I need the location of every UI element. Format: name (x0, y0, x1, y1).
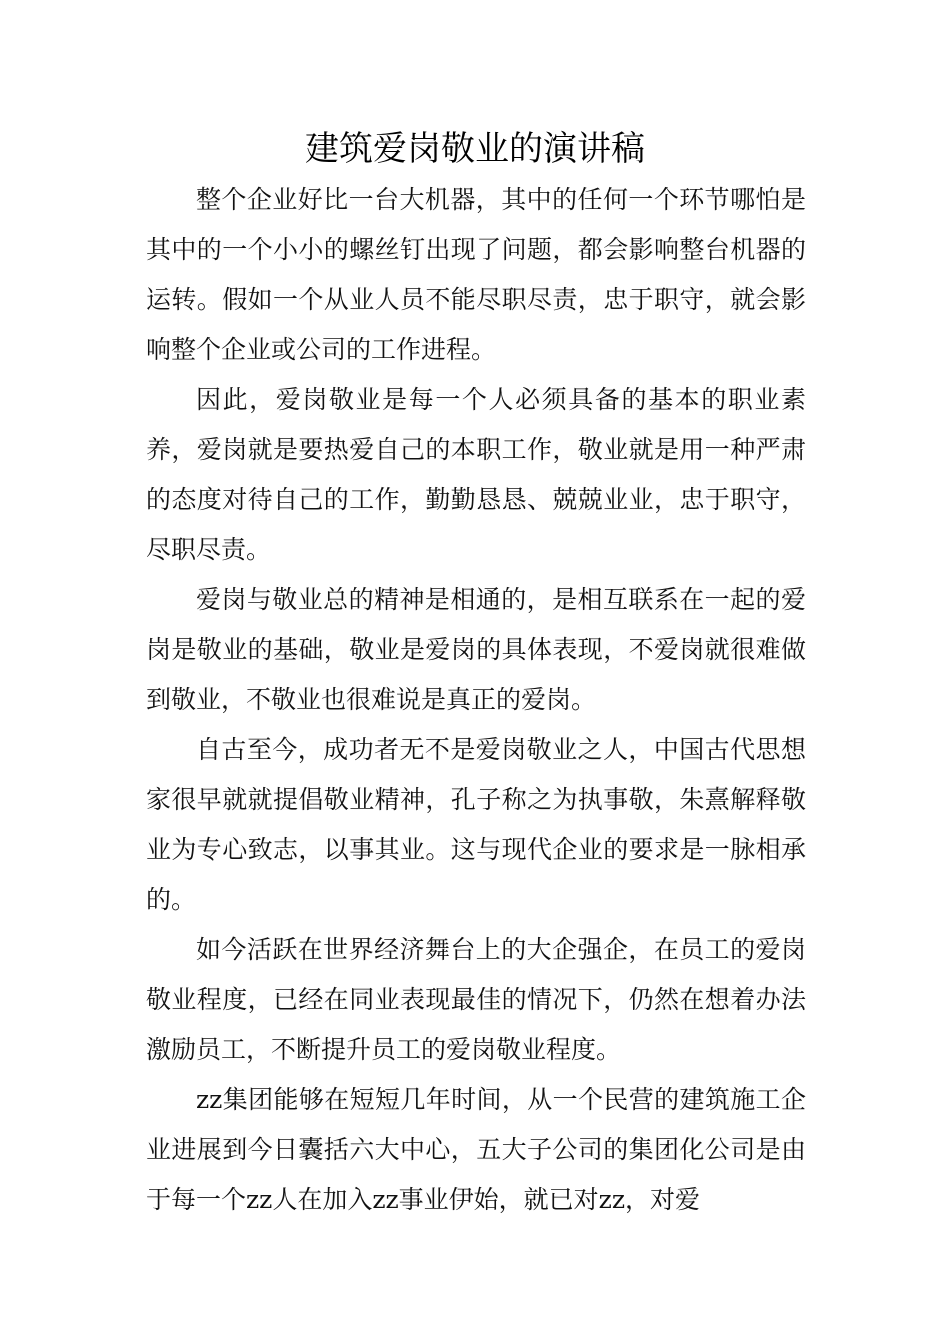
paragraph-4: 自古至今，成功者无不是爱岗敬业之人，中国古代思想家很早就就提倡敬业精神，孔子称之为执事敬，朱熹解释敬业为专心致志，以事其业。这与现代企业的要求是一脉相承的。 (146, 735, 806, 914)
paragraph-1: 整个企业好比一台大机器，其中的任何一个环节哪怕是其中的一个小小的螺丝钉出现了问题，都会影响整台机器的运转。假如一个从业人员不能尽职尽责，忠于职守，就会影响整个企业或公司的工作进程。 (146, 185, 806, 364)
document-title: 建筑爱岗敬业的演讲稿 (305, 129, 645, 169)
paragraph-5: 如今活跃在世界经济舞台上的大企强企，在员工的爱岗敬业程度，已经在同业表现最佳的情况下，仍然在想着办法激励员工，不断提升员工的爱岗敬业程度。 (146, 935, 806, 1064)
paragraph-2: 因此，爱岗敬业是每一个人必须具备的基本的职业素养，爱岗就是要热爱自己的本职工作，敬业就是用一种严肃的态度对待自己的工作，勤勤恳恳、兢兢业业，忠于职守，尽职尽责。 (146, 385, 806, 564)
document-body (146, 175, 806, 1225)
paragraph-6: zz集团能够在短短几年时间，从一个民营的建筑施工企业进展到今日囊括六大中心，五大子公司的集团化公司是由于每一个zz人在加入zz事业伊始，就已对zz，对爱 (146, 1085, 806, 1214)
paragraph-3: 爱岗与敬业总的精神是相通的，是相互联系在一起的爱岗是敬业的基础，敬业是爱岗的具体表现，不爱岗就很难做到敬业，不敬业也很难说是真正的爱岗。 (146, 585, 806, 714)
